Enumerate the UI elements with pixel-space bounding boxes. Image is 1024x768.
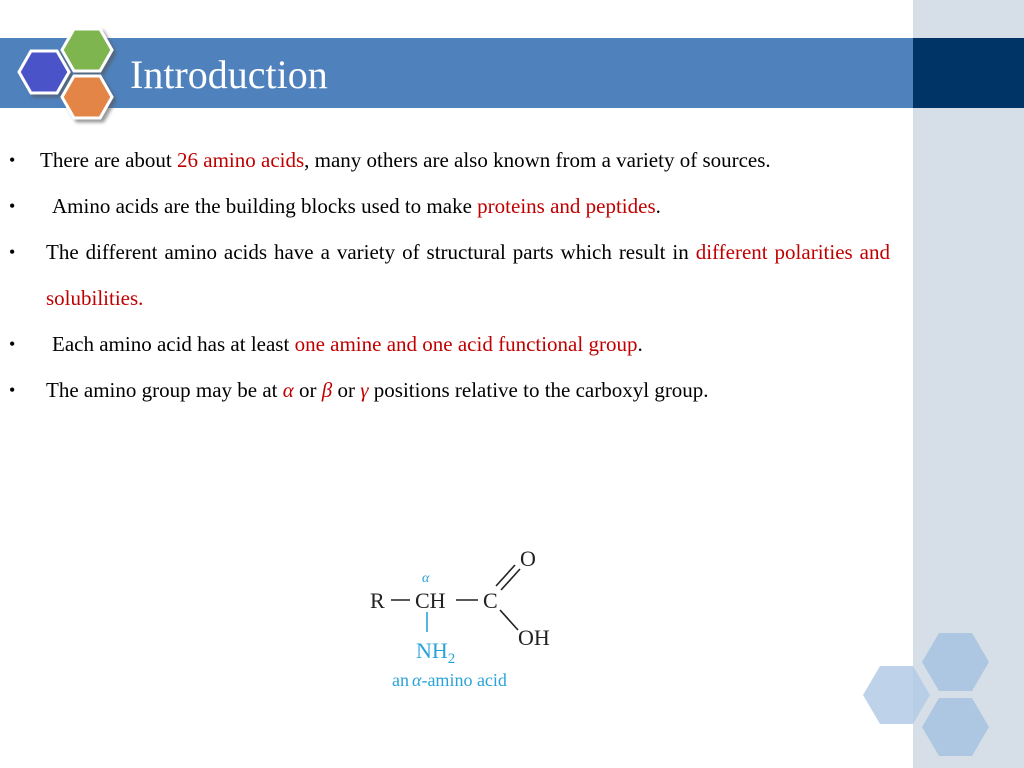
alpha-label: α [422, 571, 430, 586]
gamma-symbol: γ [360, 378, 369, 402]
bullet-glyph: • [9, 196, 16, 216]
bullet-glyph: • [9, 150, 16, 170]
highlight-26-amino-acids: 26 amino acids [177, 148, 305, 172]
hydroxyl-label: OH [518, 625, 550, 650]
logo-blue-hexagon [19, 51, 69, 93]
bullet-item-1: • There are about 26 amino acids, many others are also known from a variety of sources. [0, 137, 890, 183]
bullet-list [0, 137, 890, 413]
bullet-glyph: • [9, 334, 16, 354]
diagram-caption: an α-amino acid [392, 670, 507, 690]
highlight-polarities: different polarities and solubilities. [46, 240, 890, 310]
carbon-label: C [483, 588, 498, 613]
title-bar-accent [913, 38, 1024, 108]
bullet-item-4: • Each amino acid has at least one amine and one acid functional group. [0, 321, 890, 367]
logo-green-hexagon [62, 29, 112, 71]
ch-label: CH [415, 588, 446, 613]
alpha-symbol: α [282, 378, 294, 402]
right-decor-panel [913, 0, 1024, 768]
highlight-proteins-peptides: proteins and peptides [477, 194, 656, 218]
slide-title: Introduction [130, 52, 328, 97]
alpha-amino-acid-structure [360, 540, 570, 700]
r-group-label: R [370, 588, 385, 613]
bullet-glyph: • [9, 242, 16, 262]
bullet-item-5: • The amino group may be at α or β or γ positions relative to the carboxyl group. [0, 367, 890, 413]
oxygen-label: O [520, 546, 536, 571]
highlight-functional-group: one amine and one acid functional group [294, 332, 638, 356]
bullet-item-2: • Amino acids are the building blocks used to make proteins and peptides. [0, 183, 890, 229]
logo-orange-hexagon [62, 76, 112, 118]
beta-symbol: β [321, 378, 333, 402]
amine-label: $NH_2$ [416, 638, 456, 667]
bullet-item-3: • The different amino acids have a variety of structural parts which result in different polarities and solubilities. [0, 229, 890, 321]
hexagon-logo-icon [0, 0, 130, 130]
bullet-glyph: • [9, 380, 16, 400]
